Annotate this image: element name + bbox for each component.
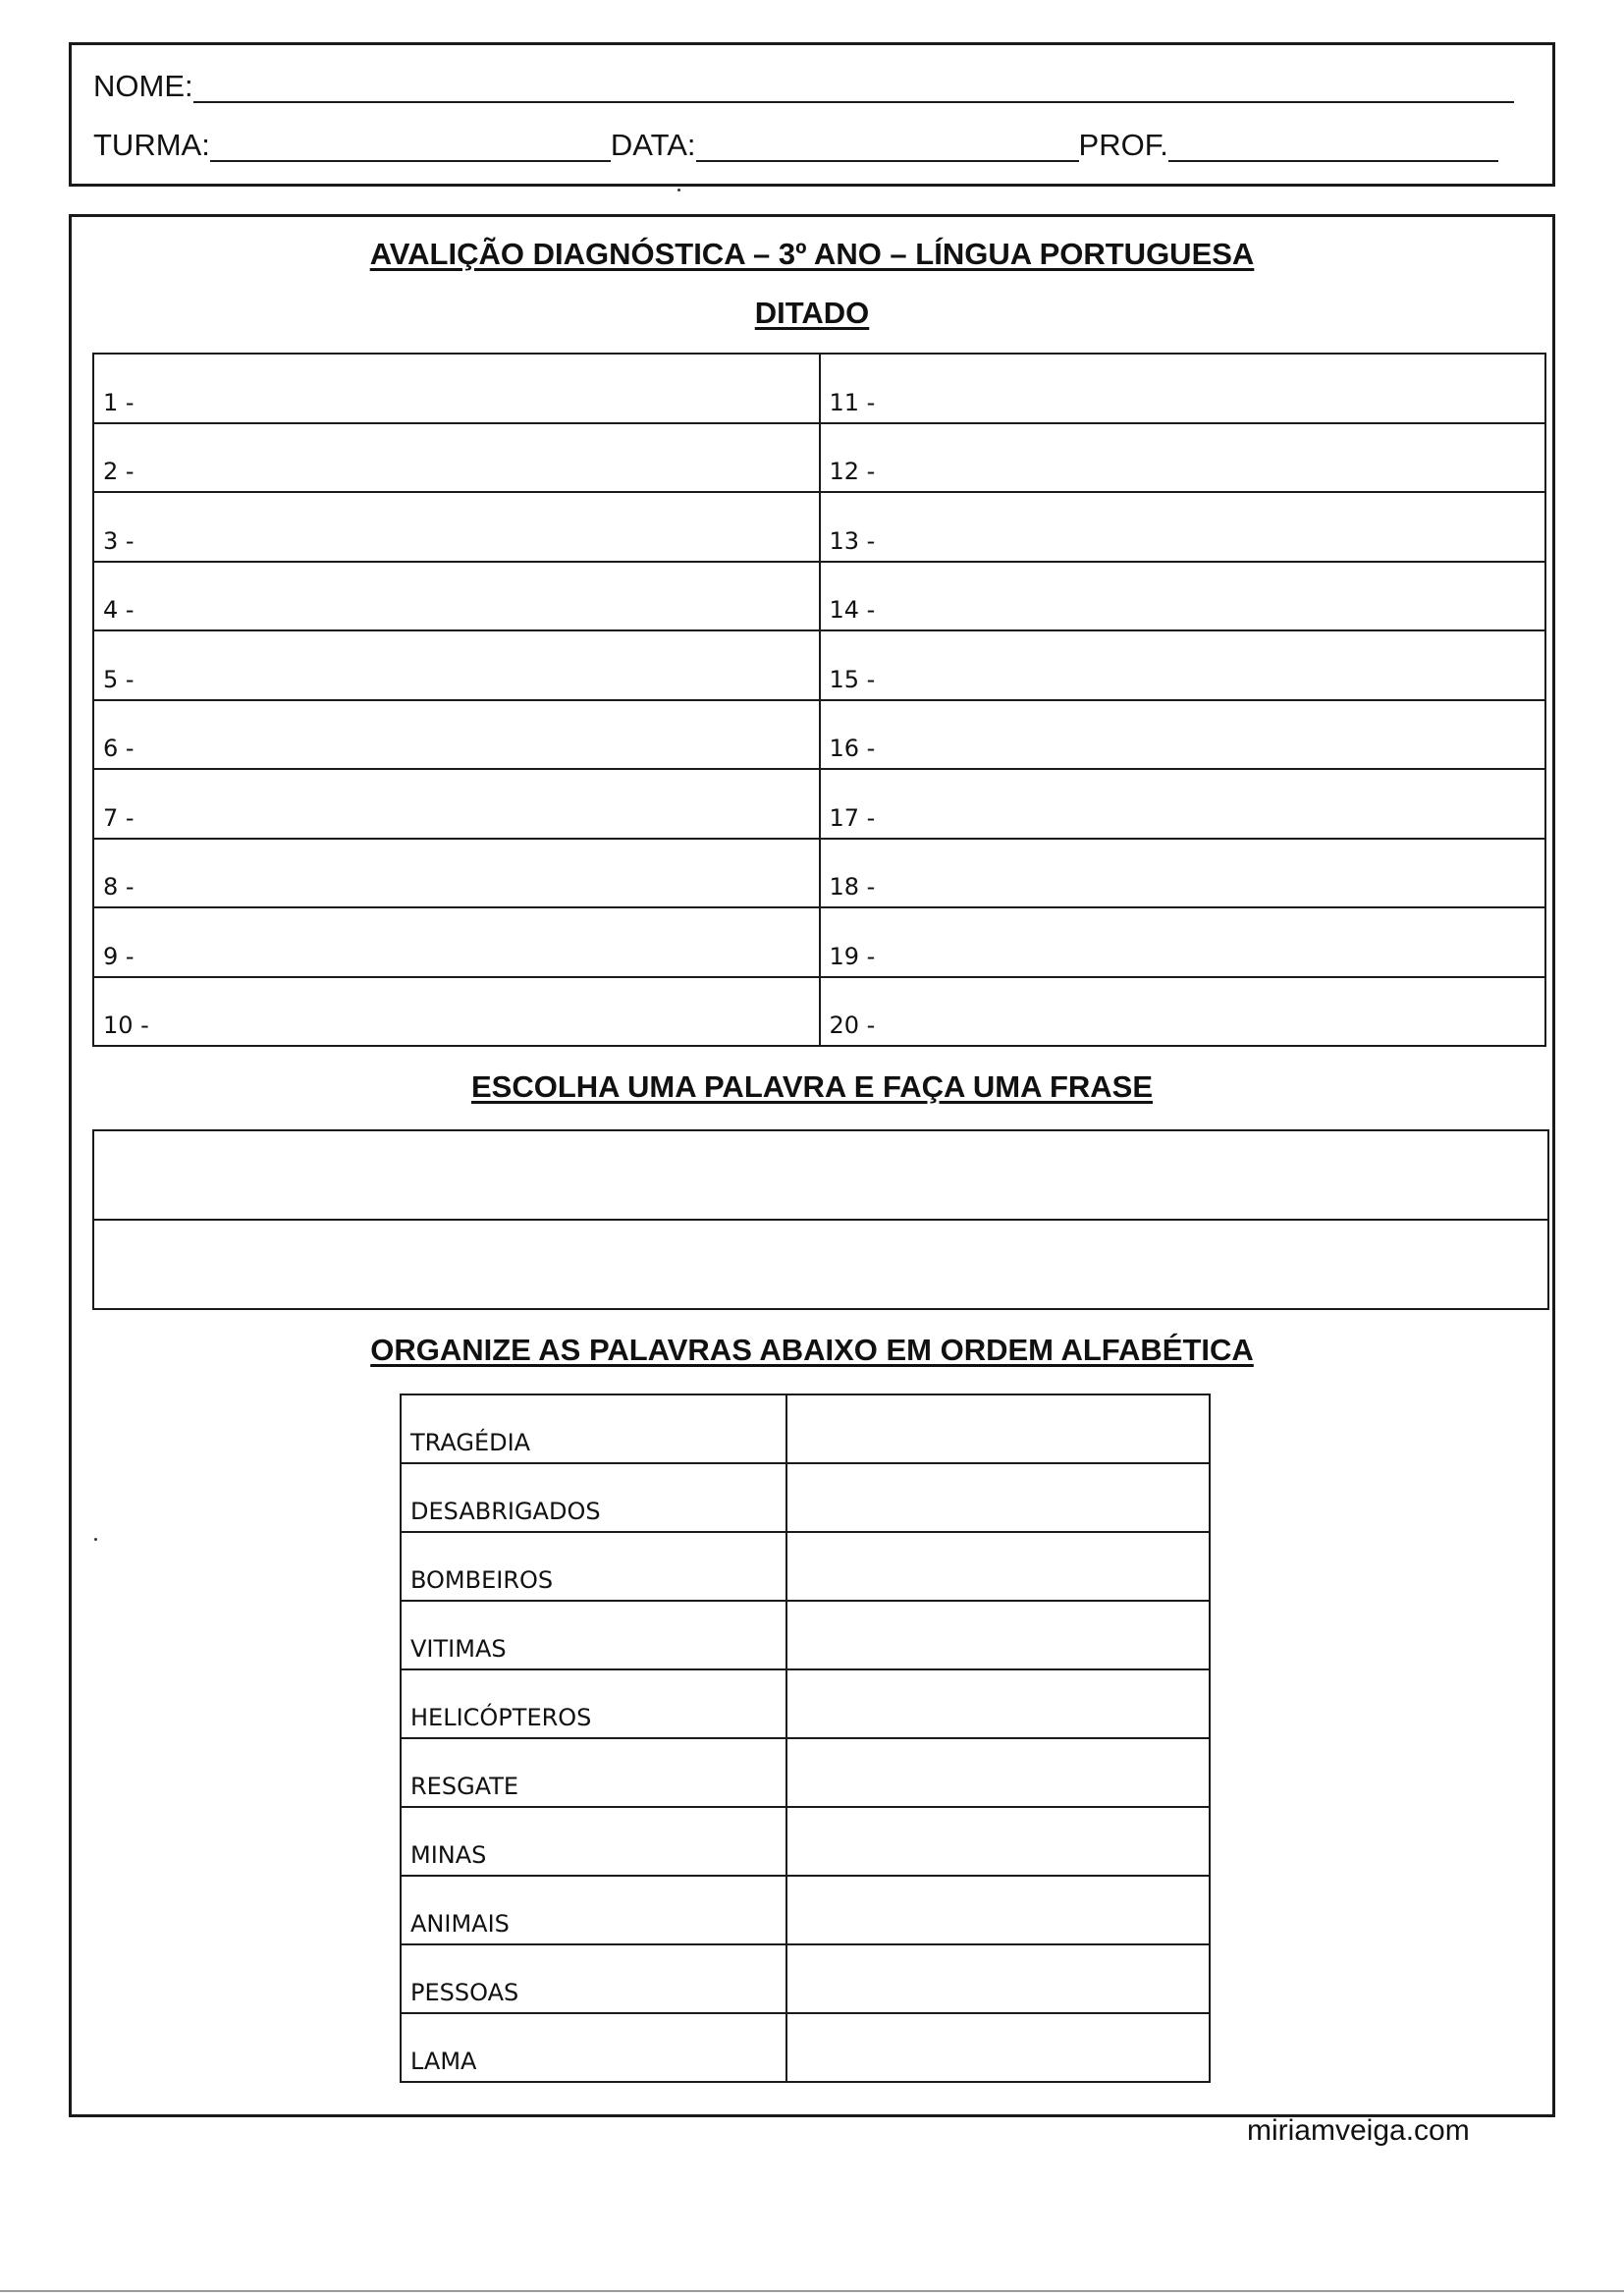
nome-line (93, 71, 1514, 103)
palavra-answer-cell[interactable] (786, 1601, 1210, 1669)
nome-label: NOME: (93, 69, 193, 103)
ditado-cell-left[interactable] (93, 769, 820, 839)
ditado-number: 13 - (829, 526, 876, 555)
palavra-row (401, 1532, 1210, 1601)
turma-line (93, 130, 1498, 162)
turma-blank[interactable] (210, 131, 611, 162)
scan-dot (677, 189, 680, 191)
palavra-word: BOMBEIROS (401, 1532, 786, 1601)
palavra-answer-cell[interactable] (786, 1944, 1210, 2013)
palavra-word: RESGATE (401, 1738, 786, 1807)
palavra-word: TRAGÉDIA (401, 1394, 786, 1463)
frase-table (92, 1129, 1549, 1310)
palavra-row (401, 1463, 1210, 1532)
ditado-cell-left[interactable] (93, 630, 820, 700)
ditado-row (93, 907, 1545, 977)
ditado-cell-right[interactable] (820, 354, 1546, 423)
ditado-cell-right[interactable] (820, 492, 1546, 562)
palavra-answer-cell[interactable] (786, 1876, 1210, 1944)
ditado-number: 18 - (829, 873, 876, 901)
palavra-word: DESABRIGADOS (401, 1463, 786, 1532)
ditado-cell-left[interactable] (93, 562, 820, 631)
ditado-row (93, 492, 1545, 562)
palavras-table (400, 1394, 1211, 2083)
palavra-row (401, 1807, 1210, 1876)
frase-title: ESCOLHA UMA PALAVRA E FAÇA UMA FRASE (470, 1069, 1154, 1104)
ditado-cell-left[interactable] (93, 907, 820, 977)
ditado-number: 9 - (103, 942, 135, 970)
ditado-cell-right[interactable] (820, 630, 1546, 700)
ditado-row (93, 562, 1545, 631)
palavra-answer-cell[interactable] (786, 1807, 1210, 1876)
ditado-number: 12 - (829, 458, 876, 485)
palavra-row (401, 1876, 1210, 1944)
palavra-row (401, 1944, 1210, 2013)
palavra-row (401, 1601, 1210, 1669)
ditado-number: 15 - (829, 665, 876, 693)
prof-blank[interactable] (1168, 131, 1498, 162)
ditado-cell-left[interactable] (93, 492, 820, 562)
palavra-row (401, 1394, 1210, 1463)
ditado-cell-left[interactable] (93, 839, 820, 908)
assessment-box (69, 214, 1555, 2117)
ditado-number: 2 - (103, 458, 135, 485)
turma-label: TURMA: (93, 128, 210, 162)
ditado-cell-left[interactable] (93, 423, 820, 493)
palavra-row (401, 2013, 1210, 2082)
ditado-row (93, 977, 1545, 1047)
ditado-number: 7 - (103, 803, 135, 832)
student-info-box (69, 42, 1555, 187)
palavra-answer-cell[interactable] (786, 2013, 1210, 2082)
ditado-cell-right[interactable] (820, 423, 1546, 493)
ditado-number: 10 - (103, 1011, 149, 1039)
ditado-cell-right[interactable] (820, 562, 1546, 631)
ditado-cell-right[interactable] (820, 769, 1546, 839)
ditado-cell-right[interactable] (820, 839, 1546, 908)
scan-edge-line (0, 2290, 1624, 2292)
data-blank[interactable] (696, 131, 1079, 162)
palavra-word: PESSOAS (401, 1944, 786, 2013)
palavra-answer-cell[interactable] (786, 1394, 1210, 1463)
ditado-cell-left[interactable] (93, 354, 820, 423)
data-label: DATA: (610, 128, 696, 162)
ditado-number: 16 - (829, 735, 876, 762)
ditado-number: 20 - (829, 1011, 876, 1039)
nome-blank[interactable] (193, 72, 1514, 103)
ditado-number: 3 - (103, 526, 135, 555)
ditado-row (93, 354, 1545, 423)
ditado-number: 11 - (829, 388, 876, 416)
palavra-row (401, 1738, 1210, 1807)
ditado-table (92, 353, 1546, 1047)
ditado-number: 19 - (829, 942, 876, 970)
palavra-answer-cell[interactable] (786, 1532, 1210, 1601)
palavra-row (401, 1669, 1210, 1738)
ditado-number: 14 - (829, 596, 876, 624)
ditado-row (93, 630, 1545, 700)
ditado-row (93, 839, 1545, 908)
ditado-number: 5 - (103, 665, 135, 693)
site-footer: miriamveiga.com (1247, 2114, 1470, 2147)
ditado-title: DITADO (754, 296, 870, 330)
ordem-title: ORGANIZE AS PALAVRAS ABAIXO EM ORDEM ALFABÉTICA (370, 1333, 1254, 1367)
ditado-cell-right[interactable] (820, 977, 1546, 1047)
frase-line-2[interactable] (93, 1220, 1548, 1309)
palavra-answer-cell[interactable] (786, 1738, 1210, 1807)
palavra-answer-cell[interactable] (786, 1463, 1210, 1532)
ditado-cell-left[interactable] (93, 977, 820, 1047)
ditado-cell-right[interactable] (820, 907, 1546, 977)
ditado-number: 1 - (103, 388, 135, 416)
prof-label: PROF. (1078, 128, 1168, 162)
ditado-row (93, 700, 1545, 770)
palavra-word: LAMA (401, 2013, 786, 2082)
palavra-word: HELICÓPTEROS (401, 1669, 786, 1738)
ditado-number: 8 - (103, 873, 135, 901)
assessment-title: AVALIÇÃO DIAGNÓSTICA – 3º ANO – LÍNGUA PORTUGUESA (369, 237, 1255, 271)
ditado-cell-left[interactable] (93, 700, 820, 770)
ditado-row (93, 423, 1545, 493)
palavra-answer-cell[interactable] (786, 1669, 1210, 1738)
ditado-cell-right[interactable] (820, 700, 1546, 770)
scan-dot (94, 1538, 97, 1541)
ditado-number: 6 - (103, 735, 135, 762)
palavra-word: MINAS (401, 1807, 786, 1876)
ditado-number: 4 - (103, 596, 135, 624)
frase-line-1[interactable] (93, 1130, 1548, 1220)
ditado-number: 17 - (829, 803, 876, 832)
palavra-word: ANIMAIS (401, 1876, 786, 1944)
palavra-word: VITIMAS (401, 1601, 786, 1669)
ditado-row (93, 769, 1545, 839)
